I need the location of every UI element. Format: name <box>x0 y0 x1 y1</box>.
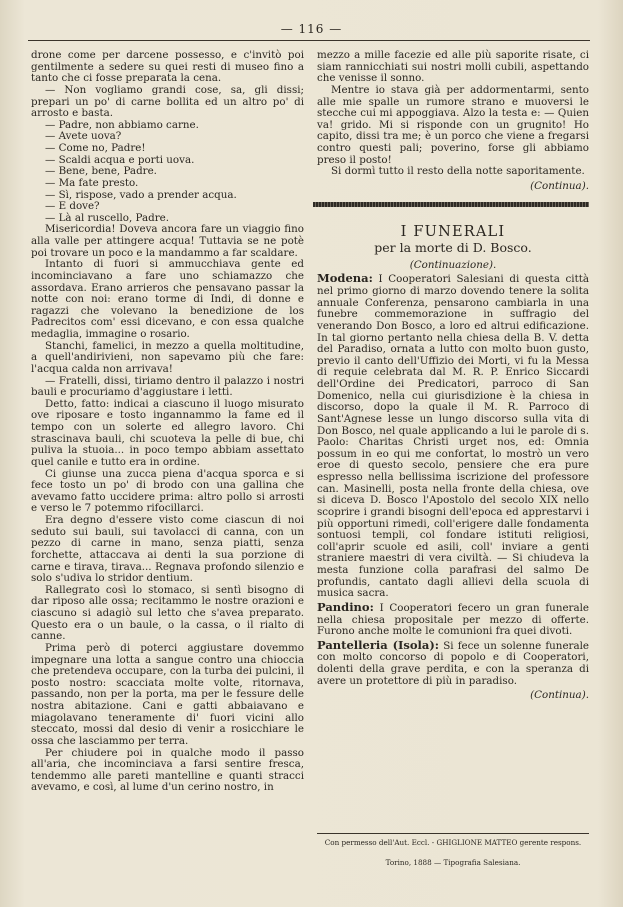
left-paragraph: Detto, fatto: indicai a ciascuno il luogo misurato ove riposare e tosto ingannammo la fame ed il tempo con un solerte ed allegro lavoro. Chi strascinava bauli, chi scuoteva la pelle di bue, chi puliva la stuoia... in poco tempo abbiam assettato quel canile e tutto era in ordine. <box>31 397 304 468</box>
section-subtitle: per la morte di D. Bosco. <box>374 240 532 256</box>
right-paragraph: Si dormì tutto il resto della notte saporitamente. <box>331 165 585 178</box>
continua-note: (Continua). <box>530 179 589 192</box>
entry-place: Modena: <box>317 271 373 286</box>
footer-imprint: Torino, 1888 — Tipografia Salesiana. <box>385 858 521 867</box>
left-paragraph: — Fratelli, dissi, tiriamo dentro il palazzo i nostri bauli e procuriamo d'aggiustare i letti. <box>31 374 304 399</box>
left-paragraph: — Avete uova? <box>45 130 122 143</box>
story-continuation <box>317 50 589 178</box>
footer-rule <box>317 833 589 834</box>
left-paragraph: Per chiudere poi in qualche modo il passo all'aria, che incominciava a farsi sentire fresca, tendemmo alle pareti mantelline e quanti stracci avevamo, e così, al lume d'un cerino nostro, in <box>31 746 304 794</box>
left-paragraph: — Là al ruscello, Padre. <box>45 211 170 224</box>
left-paragraph: Prima però di poterci aggiustare dovemmo impegnare una lotta a sangue contro una chioccia che pretendeva occupare, con la turba dei pulcini, il posto nostro: scacciata molte volte, ritornava, passando, non per la porta, ma per le fessure delle nostra abitazione. Cani e gatti abbaiavano e miagolavano teneramente di' fuori vicini allo steccato, mossi dal desio di venir a rosicchiare le ossa che lasciammo per terra. <box>31 641 304 747</box>
left-paragraph: — Ma fate presto. <box>45 176 139 189</box>
left-paragraph: Stanchi, famelici, in mezzo a quella moltitudine, a quell'andirivieni, non sapevamo più che fare: l'acqua calda non arrivava! <box>31 339 304 375</box>
continua-note-2: (Continua). <box>530 689 589 702</box>
entry-place: Pandino: <box>317 599 374 614</box>
left-column <box>31 50 304 794</box>
right-paragraph: mezzo a mille facezie ed alle più saporite risate, ci siam rannicchiati sui nostri molli cubili, aspettando che venisse il sonno. <box>317 49 589 85</box>
left-paragraph: Ci giunse una zucca piena d'acqua sporca e si fece tosto un po' di brodo con una gallina che avevamo fatto uccidere prima: altro pollo si arrosti e verso le 7 potemmo rifocillarci. <box>31 467 304 515</box>
entry-text: I Cooperatori fecero un gran funerale nella chiesa propositale per mezzo di offerte. Furono anche molte le comunioni fra quei divoti. <box>317 601 589 638</box>
header-rule <box>28 40 590 41</box>
footer-permission: Con permesso dell'Aut. Eccl. - GHIGLIONE MATTEO gerente respons. <box>324 838 582 847</box>
left-paragraph: Intanto di fuori si ammucchiava gente ed incominciavano a fare uno schiamazzo che assordava. Erano arrieros che pensavano passar la notte con noi: erano torme di Indi, di donne e ragazzi che volevano la benedizione de los Padrecitos com' essi dicevano, e con essa qualche medaglia, immagine o rosario. <box>31 258 304 340</box>
left-paragraph: — Padre, non abbiamo carne. <box>45 118 199 131</box>
left-paragraph: Rallegrato così lo stomaco, si sentì bisogno di dar riposo alle ossa; recitammo le nostre orazioni e ciascuno si adagiò sul letto che s'avea preparato. Questo era o un baule, o la cassa, o il rialto di canne. <box>31 583 304 643</box>
left-paragraph: Misericordia! Doveva ancora fare un viaggio fino alla valle per attingere acqua! Tuttavia se ne potè poi trovare un poco e la mandammo a far scaldare. <box>31 223 304 259</box>
left-paragraph: — E dove? <box>45 200 100 213</box>
left-paragraph: — Bene, bene, Padre. <box>45 165 157 178</box>
entry-text: I Cooperatori Salesiani di questa città nel primo giorno di marzo dovendo tenere la solita annuale Conferenza, pensarono cambiarla in una funebre commemorazione in suffragio del venerando Don Bosco, a loro ed altrui edificazione. In tal giorno pertanto nella chiesa della B. V. detta del Paradiso, ornata a lutto con molto buon gusto, previo il canto dell'Uffizio dei Morti, vi fu la Messa di requie celebrata dal M. R. P. Enrico Siccardi dell'Ordine dei Predicatori, parroco di San Domenico, nella cui giurisdizione è la chiesa in discorso, dopo la quale il M. R. Parroco di Sant'Agnese lesse un lungo discorso sulla vita di Don Bosco, nel quale applicando a lui le parole di s. Paolo: Charitas Christi urget nos, ed: Omnia possum in eo qui me confortat, lo mostrò un vero eroe di questo secolo, pensiere che era pure espresso nella bellissima iscrizione del professore can. Masinelli, posta nella fronte della chiesa, ove si diceva D. Bosco l'Apostolo del secolo XIX nello scoprire i grandi bisogni dell'epoca ed apprestarvi i più opportuni rimedi, coll'erigere dalle fondamenta sontuosi templi, col fondare istituti religiosi, coll'aprir scuole ed asili, coll' inviare a genti straniere maestri di vera civiltà. — Si chiudeva la mesta funzione colla parafrasi del salmo De profundis, cantato dagli allievi della scuola di musica sacra. <box>317 273 589 600</box>
left-paragraph: — Come no, Padre! <box>45 142 146 154</box>
funeral-entry <box>317 599 589 638</box>
right-column <box>317 50 589 702</box>
section-title: I FUNERALI <box>400 223 506 240</box>
funeral-entries <box>317 273 589 687</box>
right-paragraph: Mentre io stava già per addormentarmi, sento alle mie spalle un rumore strano e muoversi le stecche cui mi appoggiava. Alzo la testa e: — Quien va! grido. Mi si risponde con un grugnito! Ho capito, dissi tra me; è un porco che viene a fregarsi contro questi pali; poverino, forse gli abbiamo preso il posto! <box>317 83 589 166</box>
entry-place: Pantelleria (Isola): <box>317 637 440 652</box>
left-paragraph: drone come per darcene possesso, e c'invitò poi gentilmente a sedere su quei resti di museo fino a tanto che ci fosse preparata la cena. <box>31 49 304 85</box>
page-number: — 116 — <box>280 22 343 36</box>
left-paragraph: — Sì, rispose, vado a prender acqua. <box>45 188 237 201</box>
left-paragraph: — Scaldi acqua e porti uova. <box>45 153 195 166</box>
section-separator <box>313 202 589 207</box>
section-continuation: (Continuazione). <box>409 258 497 271</box>
entry-text: Si fece un solenne funerale con molto concorso di popolo e di Cooperatori, dolenti della grave perdita, e con la speranza di avere un protettore di più in paradiso. <box>317 639 589 687</box>
left-paragraph: — Non vogliamo grandi cose, sa, gli dissi; prepari un po' di carne bollita ed un altro po' di arrosto e basta. <box>31 83 304 120</box>
left-paragraph: Era degno d'essere visto come ciascun di noi seduto sui bauli, sui tavolacci di canna, con un pezzo di carne in mano, senza piatti, senza forchette, attaccava ai denti la sua porzione di carne e tirava, tirava... Regnava profondo silenzio e solo s'udiva lo stridor dentium. <box>31 514 304 585</box>
funeral-entry <box>317 273 589 600</box>
funeral-entry <box>317 637 589 688</box>
